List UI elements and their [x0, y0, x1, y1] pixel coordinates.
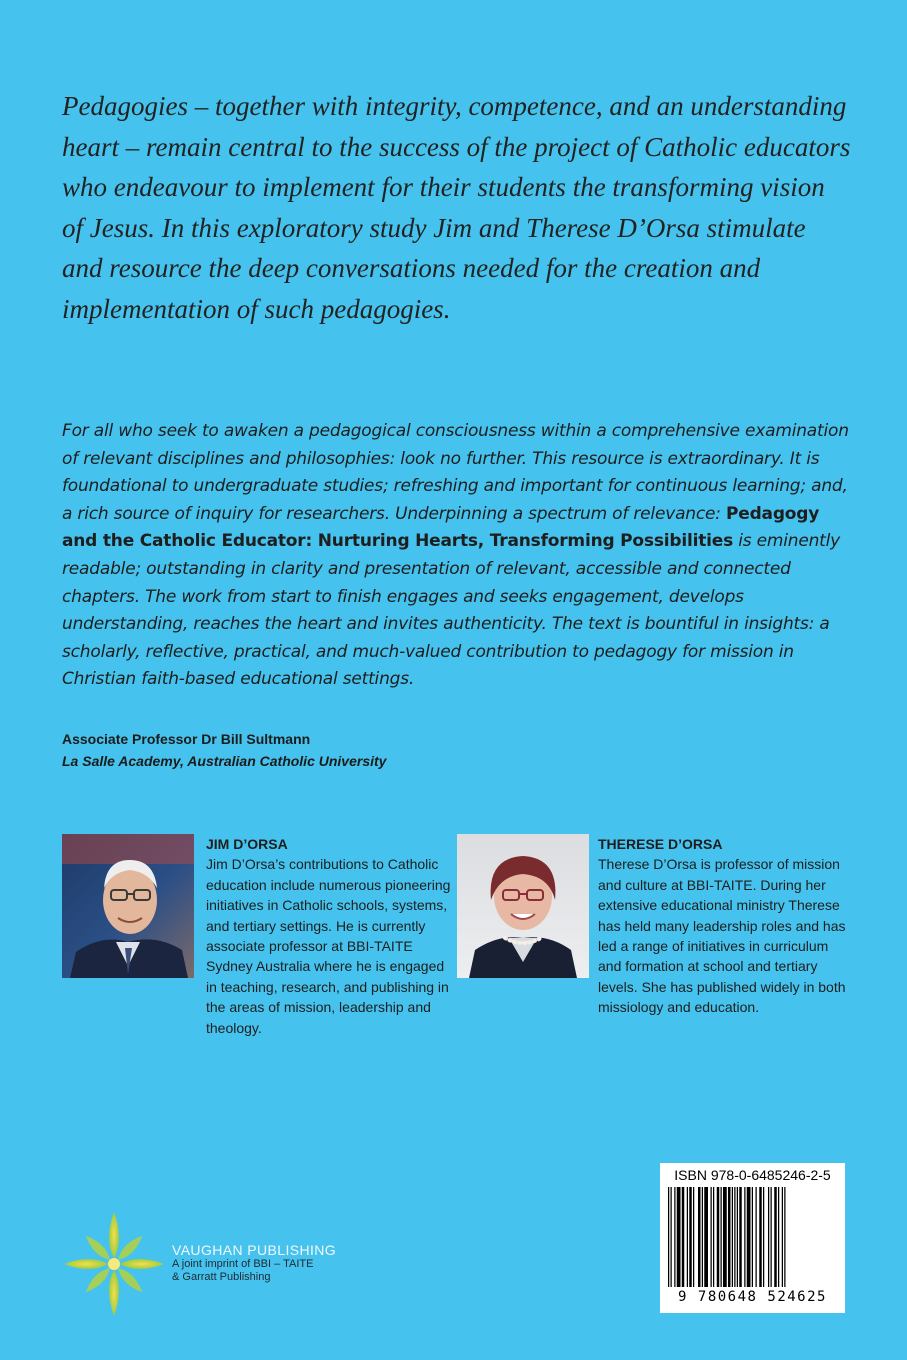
vaughan-publishing-logo-icon: [62, 1208, 167, 1318]
jim-dorsa-name: JIM D’ORSA: [206, 836, 288, 852]
isbn-barcode: [660, 1163, 845, 1313]
review-quote: [62, 418, 852, 694]
publisher-line-2: & Garratt Publishing: [172, 1271, 271, 1283]
therese-dorsa-bio: [598, 834, 848, 1018]
review-text-tail: is eminently readable; outstanding in clarity and presentation of relevant, accessible and connected chapters. The work from start to finish engages and seeks engagement, develops understanding, reaches the heart and invites authenticity. The text is bountiful in insights: a scholarly, reflective, practical, and much-valued contribution to pedagogy for mission in Christian faith-based educational settings.: [62, 531, 841, 690]
review-book-title: Pedagogy and the Catholic Educator: Nurturing Hearts, Transforming Possibilities: [62, 503, 820, 552]
review-text-lead: For all who seek to awaken a pedagogical consciousness within a comprehensive examination of relevant disciplines and philosophies: look no further. This resource is extraordinary. It is foundational to undergraduate studies; refreshing and important for continuous learning; and, a rich source of inquiry for researchers. Underpinning a spectrum of relevance:: [62, 421, 849, 524]
barcode-number: 9 780648 524625: [678, 1289, 827, 1305]
jim-dorsa-photo: [62, 834, 194, 978]
therese-dorsa-name: THERESE D’ORSA: [598, 836, 723, 852]
reviewer-institution: La Salle Academy, Australian Catholic University: [62, 753, 387, 769]
jim-dorsa-bio: [206, 834, 456, 1038]
barcode-bars-icon: [668, 1187, 837, 1287]
isbn-label: ISBN 978-0-6485246-2-5: [674, 1167, 831, 1183]
jim-dorsa-bio-text: Jim D’Orsa’s contributions to Catholic education include numerous pioneering initiatives in Catholic schools, systems, and tertiary settings. He is currently associate professor at BBI-TAITE Sydney Australia where he is engaged in teaching, research, and publishing in the areas of mission, leadership and theology.: [206, 856, 451, 1036]
intro-paragraph: Pedagogies – together with integrity, competence, and an understanding heart – remain central to the success of the project of Catholic educators who endeavour to implement for their students the transforming vision of Jesus. In this exploratory study Jim and Therese D’Orsa stimulate and resource the deep conversations needed for the creation and implementation of such pedagogies.: [62, 91, 851, 324]
reviewer-name: Associate Professor Dr Bill Sultmann: [62, 731, 311, 747]
review-attribution: [62, 728, 762, 772]
publisher-line-1: A joint imprint of BBI – TAITE: [172, 1258, 314, 1270]
publisher-block: [172, 1242, 336, 1284]
publisher-name: VAUGHAN PUBLISHING: [172, 1242, 337, 1258]
therese-dorsa-bio-text: Therese D’Orsa is professor of mission and culture at BBI-TAITE. During her extensive educational ministry Therese has held many leadership roles and has led a range of initiatives in curriculum and formation at school and tertiary levels. She has published widely in both missiology and education.: [598, 856, 846, 1016]
therese-dorsa-photo: [457, 834, 589, 978]
